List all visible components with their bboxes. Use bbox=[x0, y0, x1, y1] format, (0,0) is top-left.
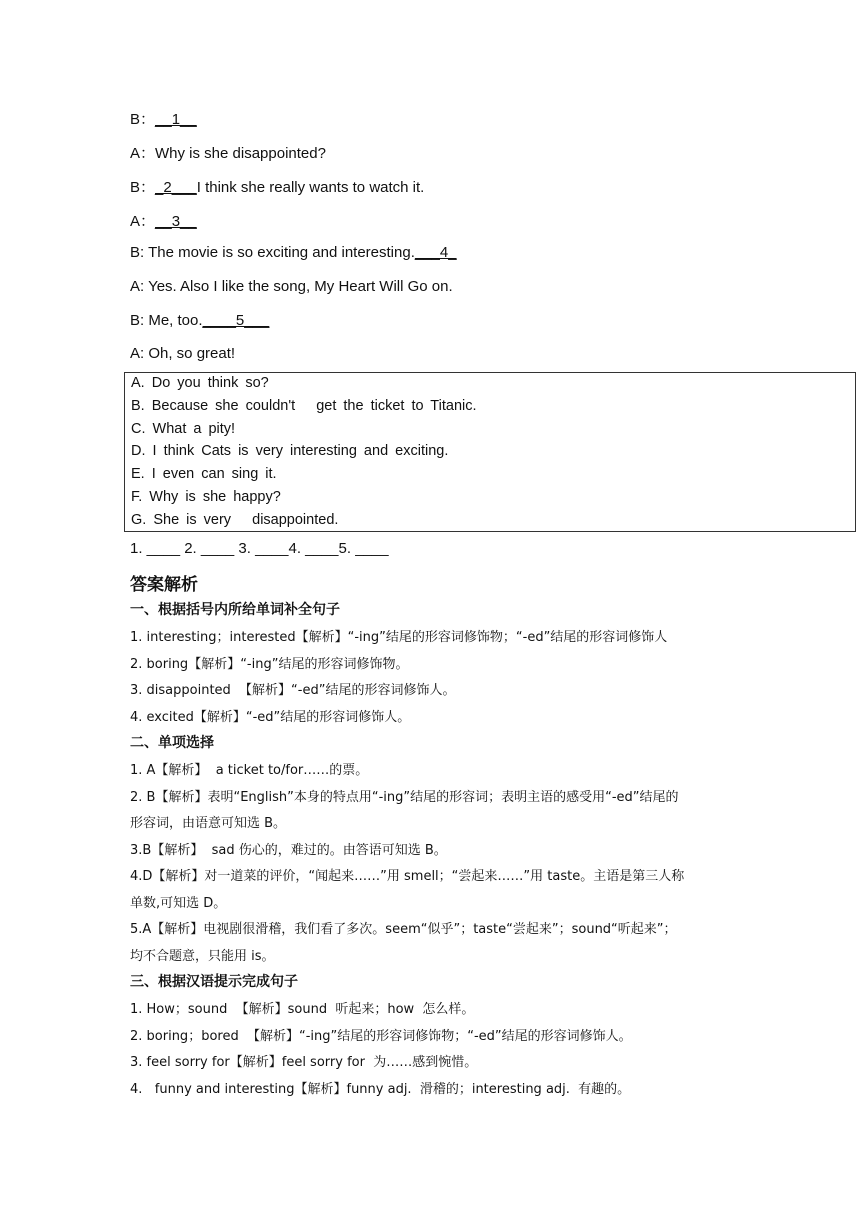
dialogue-line-3 bbox=[130, 176, 424, 197]
answer-item: 1. interesting；interested【解析】“-ing”结尾的形容词修饰物；“-ed”结尾的形容词修饰人 bbox=[130, 630, 668, 645]
answer-item: 3.B【解析】 sad 伤心的，难过的。由答语可知选 B。 bbox=[130, 843, 447, 858]
answer-item: 2. boring；bored 【解析】“-ing”结尾的形容词修饰物；“-ed”结尾的形容词修饰人。 bbox=[130, 1029, 632, 1044]
answer-item: 4.D【解析】对一道菜的评价，“闻起来……”用 smell；“尝起来……”用 taste。主语是第三人称 bbox=[130, 869, 685, 884]
answer-item: 1. A【解析】 a ticket to/for……的票。 bbox=[130, 763, 369, 778]
option-b: B. Because she couldn't get the ticket to Titanic. bbox=[131, 398, 477, 414]
section-3-title: 三、根据汉语提示完成句子 bbox=[130, 974, 298, 990]
option-e: E. I even can sing it. bbox=[131, 466, 277, 482]
option-d: D. I think Cats is very interesting and exciting. bbox=[131, 443, 449, 459]
section-1-title: 一、根据括号内所给单词补全句子 bbox=[130, 602, 340, 618]
speaker: B： bbox=[130, 179, 156, 196]
options-box bbox=[124, 372, 856, 532]
answer-item: 3. disappointed 【解析】“-ed”结尾的形容词修饰人。 bbox=[130, 683, 456, 698]
answer-item: 4. excited【解析】“-ed”结尾的形容词修饰人。 bbox=[130, 710, 411, 725]
answer-item: 5.A【解析】电视剧很滑稽，我们看了多次。seem“似乎”；taste“尝起来”；sound“听起来”； bbox=[130, 922, 677, 937]
answer-item: 4. funny and interesting【解析】funny adj. 滑稽的；interesting adj. 有趣的。 bbox=[130, 1082, 631, 1097]
answer-item: 2. B【解析】表明“English”本身的特点用“-ing”结尾的形容词；表明主语的感受用“-ed”结尾的 bbox=[130, 790, 679, 805]
option-g: G. She is very disappointed. bbox=[131, 512, 339, 528]
option-a: A. Do you think so? bbox=[131, 375, 269, 391]
line-text: I think she really wants to watch it. bbox=[196, 179, 425, 196]
dialogue-line-2: A：Why is she disappointed? bbox=[130, 145, 326, 162]
answer-item: 2. boring【解析】“-ing”结尾的形容词修饰物。 bbox=[130, 657, 409, 672]
speaker: B： bbox=[130, 111, 156, 128]
option-c: C. What a pity! bbox=[131, 421, 236, 437]
dialogue-line-4 bbox=[130, 210, 197, 231]
answer-item: 形容词，由语意可知选 B。 bbox=[130, 816, 287, 831]
section-2-title: 二、单项选择 bbox=[130, 735, 214, 751]
answer-item: 均不合题意，只能用 is。 bbox=[130, 949, 275, 964]
dialogue-line-8: A: Oh, so great! bbox=[130, 345, 236, 362]
dialogue-line-6: A: Yes. Also I like the song, My Heart Will Go on. bbox=[130, 278, 453, 295]
answer-blanks: 1. ____ 2. ____ 3. ____4. ____5. ____ bbox=[130, 540, 389, 557]
blank-2: _2___ bbox=[155, 179, 197, 196]
line-text: B: Me, too. bbox=[130, 312, 203, 329]
blank-4: ___4_ bbox=[414, 244, 457, 261]
dialogue-line-1 bbox=[130, 108, 197, 129]
answer-item: 3. feel sorry for【解析】feel sorry for 为……感到惋惜。 bbox=[130, 1055, 478, 1070]
answer-item: 1. How；sound 【解析】sound 听起来；how 怎么样。 bbox=[130, 1002, 475, 1017]
answer-item: 单数,可知选 D。 bbox=[130, 896, 227, 911]
option-f: F. Why is she happy? bbox=[131, 489, 281, 505]
speaker: A： bbox=[130, 213, 156, 230]
dialogue-line-5 bbox=[130, 244, 457, 261]
blank-1: __1__ bbox=[155, 111, 197, 128]
dialogue-line-7 bbox=[130, 312, 269, 329]
blank-5: ____5___ bbox=[202, 312, 270, 329]
answers-title: 答案解析 bbox=[130, 575, 198, 595]
line-text: B: The movie is so exciting and interesting. bbox=[130, 244, 415, 261]
blank-3: __3__ bbox=[155, 213, 197, 230]
